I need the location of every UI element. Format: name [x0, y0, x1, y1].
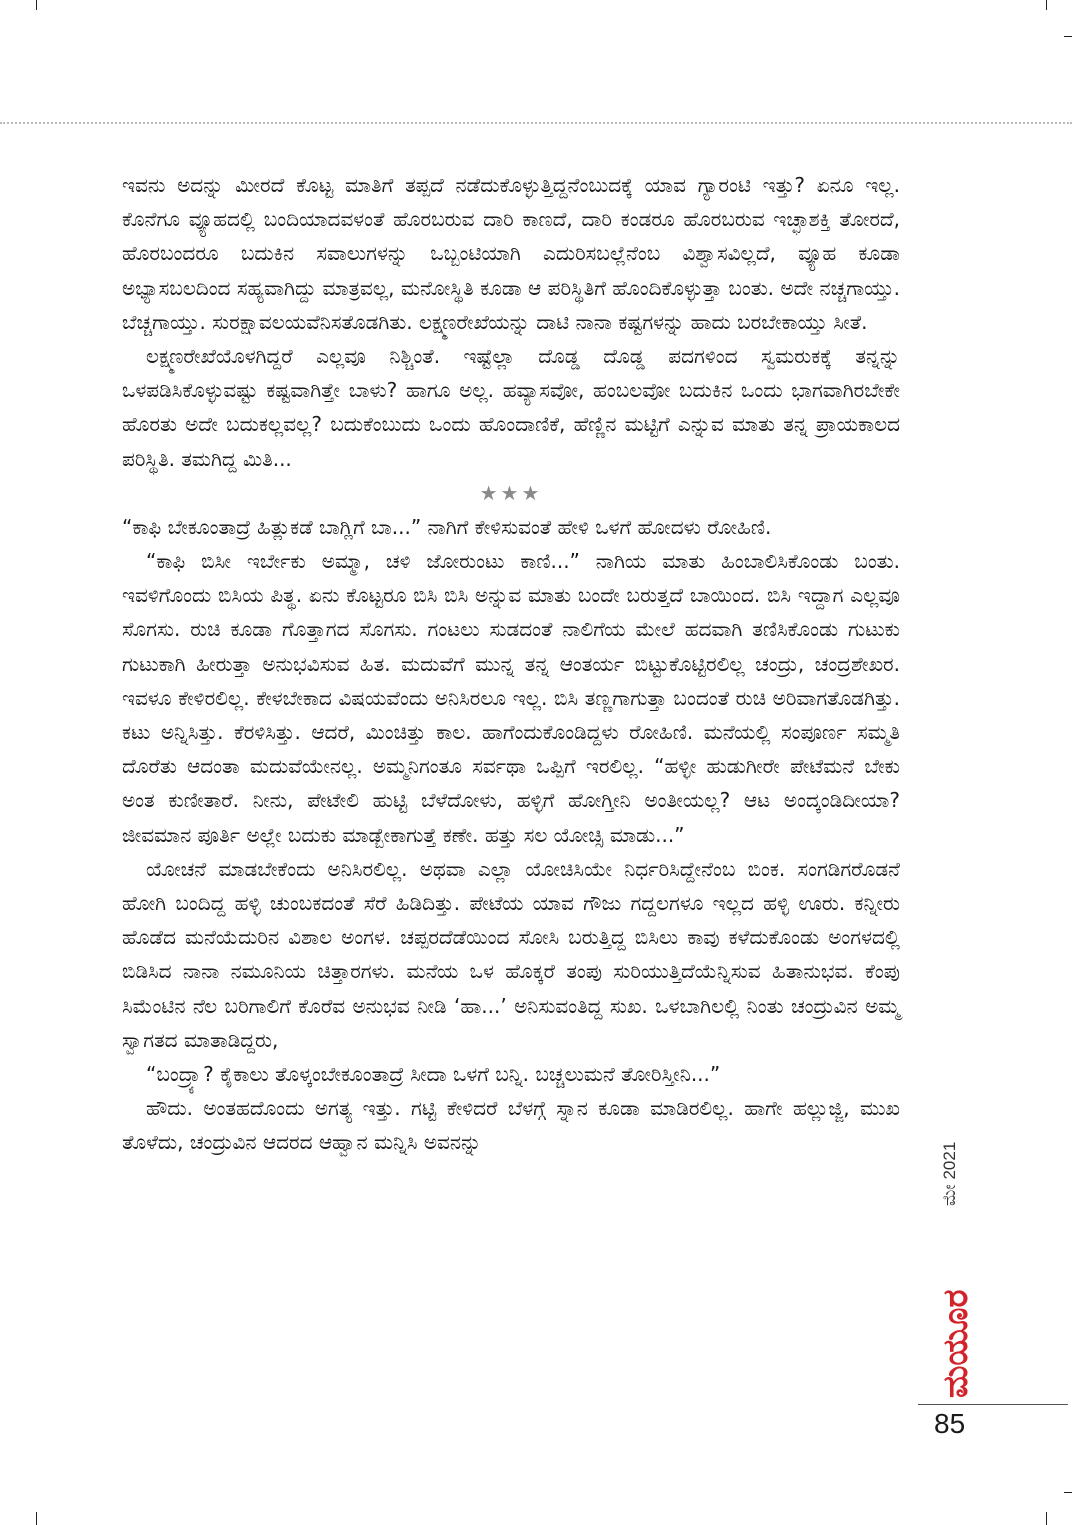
paragraph: “ಕಾಫಿ ಬಿಸೀ ಇರ್ಬೇಕು ಅಮ್ಮಾ, ಚಳಿ ಜೋರುಂಟು ಕಾಣಿ...” ನಾಗಿಯ ಮಾತು ಹಿಂಬಾಲಿಸಿಕೊಂಡು ಬಂತು. ಇವಳಿಗೊಂದು ಬಿಸಿಯ ಪಿತ್ಥ. ಏನು ಕೊಟ್ಟರೂ ಬಿಸಿ ಬಿಸಿ ಅನ್ನುವ ಮಾತು ಬಂದೇ ಬರುತ್ತದೆ ಬಾಯಿಂದ. ಬಿಸಿ ಇದ್ದಾಗ ಎಲ್ಲವೂ ಸೊಗಸು. ರುಚಿ ಕೂಡಾ ಗೊತ್ತಾಗದ ಸೊಗಸು. ಗಂಟಲು ಸುಡದಂತೆ ನಾಲಿಗೆಯ ಮೇಲೆ ಹದವಾಗಿ ತಣಿಸಿಕೊಂಡು ಗುಟುಕು ಗುಟುಕಾಗಿ ಹೀರುತ್ತಾ ಅನುಭವಿಸುವ ಹಿತ. ಮದುವೆಗೆ ಮುನ್ನ ತನ್ನ ಆಂತರ್ಯ ಬಿಟ್ಟುಕೊಟ್ಟಿರಲಿಲ್ಲ ಚಂದ್ರು, ಚಂದ್ರಶೇಖರ. ಇವಳೂ ಕೇಳಿರಲಿಲ್ಲ. ಕೇಳಬೇಕಾದ ವಿಷಯವೆಂದು ಅನಿಸಿರಲೂ ಇಲ್ಲ. ಬಿಸಿ ತಣ್ಣಗಾಗುತ್ತಾ ಬಂದಂತೆ ರುಚಿ ಅರಿವಾಗತೊಡಗಿತ್ತು. ಕಟು ಅನ್ನಿಸಿತ್ತು. ಕೆರಳಿಸಿತ್ತು. ಆದರೆ, ಮಿಂಚಿತ್ತು ಕಾಲ. ಹಾಗೆಂದುಕೊಂಡಿದ್ದಳು ರೋಹಿಣಿ. ಮನೆಯಲ್ಲಿ ಸಂಪೂರ್ಣ ಸಮ್ಮತಿ ದೊರೆತು ಆದಂತಾ ಮದುವೆಯೇನಲ್ಲ. ಅಮ್ಮನಿಗಂತೂ ಸರ್ವಥಾ ಒಪ್ಪಿಗೆ ಇರಲಿಲ್ಲ. “ಹಳ್ಳೀ ಹುಡುಗೀರೇ ಪೇಟೆಮನೆ ಬೇಕು ಅಂತ ಕುಣೀತಾರೆ. ನೀನು, ಪೇಟೇಲಿ ಹುಟ್ಟಿ ಬೆಳೆದೋಳು, ಹಳ್ಳಿಗೆ ಹೋಗ್ತೀನಿ ಅಂತೀಯಲ್ಲ? ಆಟ ಅಂದ್ಕಂಡಿದೀಯಾ? ಜೀವಮಾನ ಪೂರ್ತಿ ಅಲ್ಲೇ ಬದುಕು ಮಾಡ್ಬೇಕಾಗುತ್ತೆ ಕಣೇ. ಹತ್ತು ಸಲ ಯೋಚ್ಸಿ ಮಾಡು...”: [122, 549, 900, 847]
page-number: 85: [934, 1408, 966, 1439]
magazine-sidebar: [928, 1110, 976, 1430]
header-dotted-rule: [0, 122, 1072, 124]
section-separator: ★★★: [479, 480, 543, 505]
paragraph: “ಕಾಫಿ ಬೇಕೂಂತಾದ್ರೆ ಹಿತ್ಲುಕಡೆ ಬಾಗ್ಲಿಗೆ ಬಾ...” ನಾಗಿಗೆ ಕೇಳಿಸುವಂತೆ ಹೇಳಿ ಒಳಗೆ ಹೋದಳು ರೋಹಿಣಿ.: [122, 514, 772, 539]
crop-mark-right-lower: [1064, 1492, 1072, 1493]
issue-date-text: ಮೇ 2021: [940, 1141, 959, 1206]
crop-mark-bottom-right: [1046, 1512, 1047, 1525]
paragraph: ಯೋಚನೆ ಮಾಡಬೇಕೆಂದು ಅನಿಸಿರಲಿಲ್ಲ. ಅಥವಾ ಎಲ್ಲಾ ಯೋಚಿಸಿಯೇ ನಿರ್ಧರಿಸಿದ್ದೇನೆಂಬ ಬಿಂಕ. ಸಂಗಡಿಗರೊಡನೆ ಹೋಗಿ ಬಂದಿದ್ದ ಹಳ್ಳಿ ಚುಂಬಕದಂತೆ ಸೆರೆ ಹಿಡಿದಿತ್ತು. ಪೇಟೆಯ ಯಾವ ಗೌಜು ಗದ್ದಲಗಳೂ ಇಲ್ಲದ ಹಳ್ಳಿ ಊರು. ಕನ್ನೀರು ಹೊಡೆದ ಮನೆಯೆದುರಿನ ವಿಶಾಲ ಅಂಗಳ. ಚಪ್ಪರದೆಡೆಯಿಂದ ಸೋಸಿ ಬರುತ್ತಿದ್ದ ಬಿಸಿಲು ಕಾವು ಕಳೆದುಕೊಂಡು ಅಂಗಳದಲ್ಲಿ ಬಿಡಿಸಿದ ನಾನಾ ನಮೂನಿಯ ಚಿತ್ತಾರಗಳು. ಮನೆಯ ಒಳ ಹೊಕ್ಕರೆ ತಂಪು ಸುರಿಯುತ್ತಿದೆಯೆನ್ನಿಸುವ ಹಿತಾನುಭವ. ಕೆಂಪು ಸಿಮೆಂಟಿನ ನೆಲ ಬರಿಗಾಲಿಗೆ ಕೊರೆವ ಅನುಭವ ನೀಡಿ ‘ಹಾ...’ ಅನಿಸುವಂತಿದ್ದ ಸುಖ. ಒಳಬಾಗಿಲಲ್ಲಿ ನಿಂತು ಚಂದ್ರುವಿನ ಅಮ್ಮ ಸ್ವಾಗತದ ಮಾತಾಡಿದ್ದರು,: [122, 856, 900, 1052]
paragraph: ಲಕ್ಷ್ಮಣರೇಖೆಯೊಳಗಿದ್ದರೆ ಎಲ್ಲವೂ ನಿಶ್ಚಿಂತೆ. ಇಷ್ಟೆಲ್ಲಾ ದೊಡ್ಡ ದೊಡ್ಡ ಪದಗಳಿಂದ ಸ್ವಮರುಕಕ್ಕೆ ತನ್ನನ್ನು ಒಳಪಡಿಸಿಕೊಳ್ಳುವಷ್ಟು ಕಷ್ಟವಾಗಿತ್ತೇ ಬಾಳು? ಹಾಗೂ ಅಲ್ಲ. ಹವ್ಯಾಸವೋ, ಹಂಬಲವೋ ಬದುಕಿನ ಒಂದು ಭಾಗವಾಗಿರಬೇಕೇ ಹೊರತು ಅದೇ ಬದುಕಲ್ಲವಲ್ಲ? ಬದುಕೆಂಬುದು ಒಂದು ಹೊಂದಾಣಿಕೆ, ಹೆಣ್ಣಿನ ಮಟ್ಟಿಗೆ ಎನ್ನುವ ಮಾತು ತನ್ನ ಪ್ರಾಯಕಾಲದ ಪರಿಸ್ಥಿತಿ. ತಮಗಿದ್ದ ಮಿತಿ...: [122, 344, 900, 471]
crop-mark-bottom-left: [36, 1512, 37, 1525]
crop-mark-right-upper: [1064, 36, 1072, 37]
article-body: [122, 168, 900, 1160]
paragraph: ಹೌದು. ಅಂತಹದೊಂದು ಅಗತ್ಯ ಇತ್ತು. ಗಟ್ಟಿ ಕೇಳಿದರೆ ಬೆಳಗ್ಗೆ ಸ್ನಾನ ಕೂಡಾ ಮಾಡಿರಲಿಲ್ಲ. ಹಾಗೇ ಹಲ್ಲುಜ್ಜಿ, ಮುಖ ತೊಳೆದು, ಚಂದ್ರುವಿನ ಆದರದ ಆಹ್ವಾನ ಮನ್ನಿಸಿ ಅವನನ್ನು: [122, 1096, 900, 1155]
paragraph: “ಬಂದ್ರ್ಯಾ? ಕೈಕಾಲು ತೊಳ್ಕಂಬೇಕೂಂತಾದ್ರೆ ಸೀದಾ ಒಳಗೆ ಬನ್ನಿ. ಬಚ್ಚಲುಮನೆ ತೋರಿಸ್ತೀನಿ...”: [146, 1062, 721, 1087]
magazine-logo-text: ಮಯೂರ: [936, 1289, 976, 1398]
paragraph: ಇವನು ಅದನ್ನು ಮೀರದೆ ಕೊಟ್ಟ ಮಾತಿಗೆ ತಪ್ಪದೆ ನಡೆದುಕೊಳ್ಳುತ್ತಿದ್ದನೆಂಬುದಕ್ಕೆ ಯಾವ ಗ್ಯಾರಂಟಿ ಇತ್ತು? ಏನೂ ಇಲ್ಲ. ಕೊನೆಗೂ ವ್ಯೂಹದಲ್ಲಿ ಬಂದಿಯಾದವಳಂತೆ ಹೊರಬರುವ ದಾರಿ ಕಾಣದೆ, ದಾರಿ ಕಂಡರೂ ಹೊರಬರುವ ಇಚ್ಛಾಶಕ್ತಿ ತೋರದೆ, ಹೊರಬಂದರೂ ಬದುಕಿನ ಸವಾಲುಗಳನ್ನು ಒಬ್ಬಂಟಿಯಾಗಿ ಎದುರಿಸಬಲ್ಲೆನೆಂಬ ವಿಶ್ವಾಸವಿಲ್ಲದೆ, ವ್ಯೂಹ ಕೂಡಾ ಅಭ್ಯಾಸಬಲದಿಂದ ಸಹ್ಯವಾಗಿದ್ದು ಮಾತ್ರವಲ್ಲ, ಮನೋಸ್ಥಿತಿ ಕೂಡಾ ಆ ಪರಿಸ್ಥಿತಿಗೆ ಹೊಂದಿಕೊಳ್ಳುತ್ತಾ ಬಂತು. ಅದೇ ನಚ್ಚಗಾಯ್ತು. ಬೆಚ್ಚಗಾಯ್ತು. ಸುರಕ್ಷಾವಲಯವೆನಿಸತೊಡಗಿತು. ಲಕ್ಷ್ಮಣರೇಖೆಯನ್ನು ದಾಟಿ ನಾನಾ ಕಷ್ಟಗಳನ್ನು ಹಾದು ಬರಬೇಕಾಯ್ತು ಸೀತೆ.: [122, 173, 900, 334]
crop-mark-top-left: [36, 0, 37, 10]
crop-mark-top-right: [1046, 0, 1047, 10]
